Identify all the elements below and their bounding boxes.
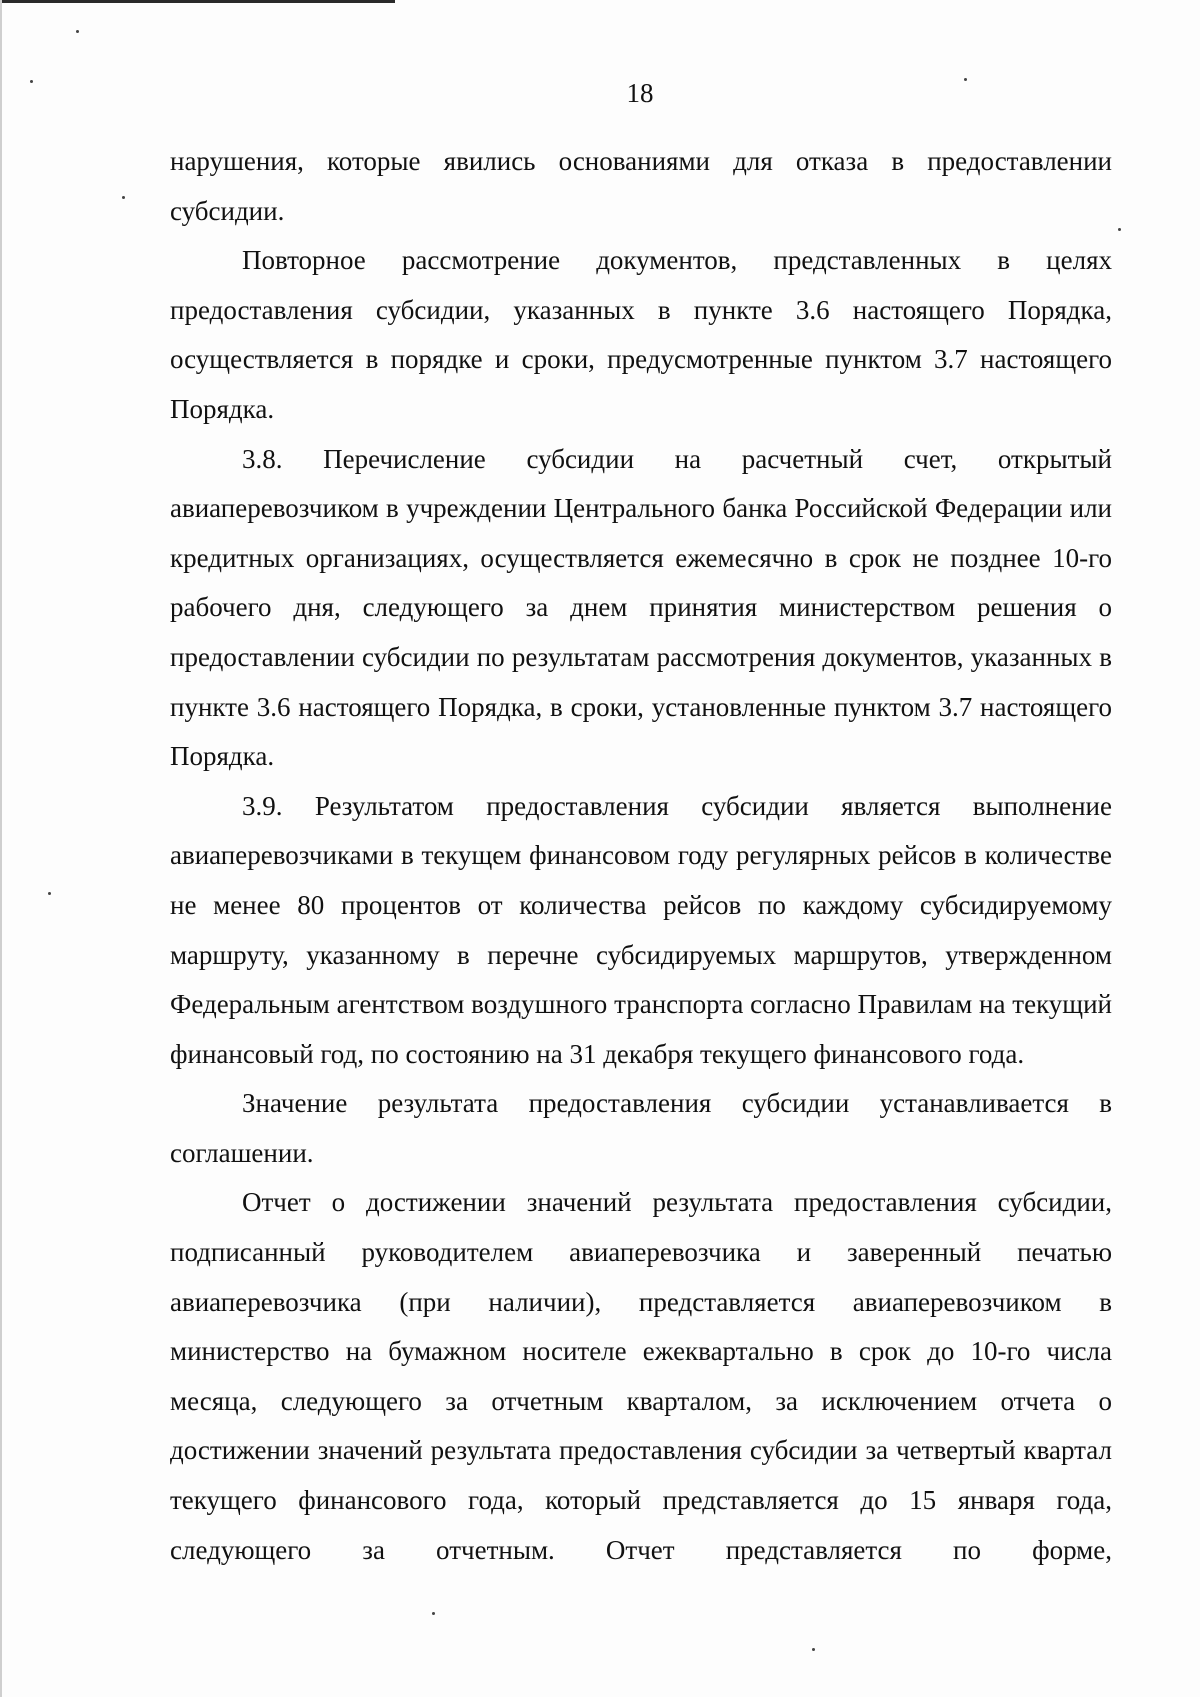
- scan-speck: [432, 1612, 435, 1615]
- paragraph-result-value: Значение результата предоставления субсидии устанавливается в соглашении.: [170, 1088, 1112, 1168]
- scan-speck: [48, 892, 51, 895]
- document-body: [170, 137, 1112, 1575]
- scan-speck: [30, 80, 33, 83]
- scan-speck: [122, 196, 125, 199]
- scan-speck: [1118, 228, 1121, 231]
- paragraph-report: Отчет о достижении значений результата предоставления субсидии, подписанный руководителем авиаперевозчика и заверенный печатью авиаперевозчика (при наличии), представляется авиаперевозчиком в министерство на бумажном носителе ежеквартально в срок до 10-го числа месяца, следующего за отчетным кварталом, за исключением отчета о достижении значений результата предоставления субсидии за четвертый квартал текущего финансового года, который представляется до 15 января года, следующего за отчетным. Отчет представляется по форме,: [170, 1187, 1112, 1565]
- paragraph-3-8: 3.8. Перечисление субсидии на расчетный счет, открытый авиаперевозчиком в учреждении Центрального банка Российской Федерации или кредитных организациях, осуществляется ежемесячно в срок не позднее 10-го рабочего дня, следующего за днем принятия министерством решения о предоставлении субсидии по результатам рассмотрения документов, указанных в пункте 3.6 настоящего Порядка, в сроки, установленные пунктом 3.7 настоящего Порядка.: [170, 443, 1112, 772]
- paragraph-3-9: 3.9. Результатом предоставления субсидии является выполнение авиаперевозчиками в текущем финансовом году регулярных рейсов в количестве не менее 80 процентов от количества рейсов по каждому субсидируемому маршруту, указанному в перечне субсидируемых маршрутов, утвержденном Федеральным агентством воздушного транспорта согласно Правилам на текущий финансовый год, по состоянию на 31 декабря текущего финансового года.: [170, 790, 1112, 1069]
- paragraph-repeat-review: Повторное рассмотрение документов, представленных в целях предоставления субсидии, указанных в пункте 3.6 настоящего Порядка, осуществляется в порядке и сроки, предусмотренные пунктом 3.7 настоящего Порядка.: [170, 245, 1112, 424]
- scan-speck: [76, 30, 79, 33]
- scan-edge-left: [0, 0, 2, 1697]
- scan-edge-top: [0, 0, 395, 3]
- scan-speck: [812, 1648, 815, 1651]
- page-number: 18: [626, 78, 654, 108]
- scan-speck: [964, 78, 967, 81]
- paragraph-continuation: нарушения, которые явились основаниями для отказа в предоставлении субсидии.: [170, 146, 1112, 226]
